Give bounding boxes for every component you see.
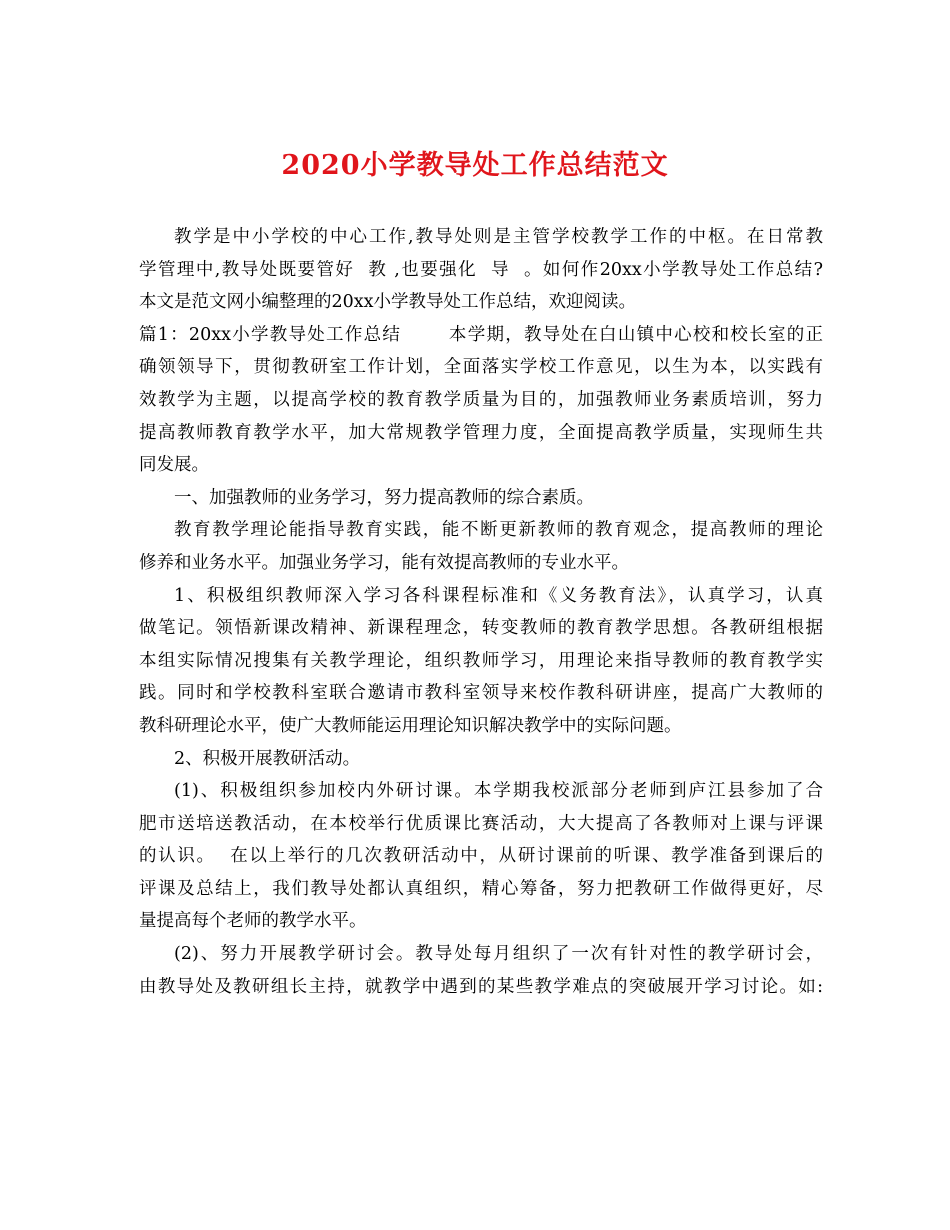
paragraph-line: 学管理中,教导处既要管好 教 ,也要强化 导 。如何作20xx小学教导处工作总结?: [139, 259, 823, 280]
paragraph-line: 本组实际情况搜集有关教学理论，组织教师学习，用理论来指导教师的教育教学实: [139, 650, 823, 671]
paragraph-line: 篇1：20xx小学教导处工作总结 本学期，教导处在白山镇中心校和校长室的正: [139, 324, 823, 345]
paragraph-line: 效教学为主题，以提高学校的教育教学质量为目的，加强教师业务素质培训，努力: [139, 389, 823, 410]
document-title: 2020小学教导处工作总结范文: [281, 150, 669, 181]
paragraph-line: 本文是范文网小编整理的20xx小学教导处工作总结，欢迎阅读。: [139, 292, 637, 313]
paragraph-line: 同发展。: [139, 455, 209, 476]
section-heading: 一、加强教师的业务学习，努力提高教师的综合素质。: [174, 487, 594, 508]
paragraph-line: 提高教师教育教学水平，加大常规教学管理力度，全面提高教学质量，实现师生共: [139, 422, 823, 443]
paragraph-line: 1、积极组织教师深入学习各科课程标准和《义务教育法》，认真学习，认真: [174, 585, 823, 606]
document-body: [139, 221, 823, 1003]
paragraph-line: (2)、努力开展教学研讨会。教导处每月组织了一次有针对性的教学研讨会，: [174, 944, 823, 965]
paragraph-line: 教育教学理论能指导教育实践，能不断更新教师的教育观念，提高教师的理论: [174, 520, 823, 541]
paragraph-line: 教科研理论水平，使广大教师能运用理论知识解决教学中的实际问题。: [139, 715, 682, 736]
subsection-heading: 2、积极开展教研活动。: [174, 748, 361, 769]
paragraph-line: 教学是中小学校的中心工作,教导处则是主管学校教学工作的中枢。在日常教: [174, 227, 823, 247]
paragraph-line: 量提高每个老师的教学水平。: [139, 911, 367, 932]
paragraph-line: 评课及总结上，我们教导处都认真组织，精心筹备，努力把教研工作做得更好，尽: [139, 878, 823, 899]
paragraph-line: 践。同时和学校教科室联合邀请市教科室领导来校作教科研讲座，提高广大教师的: [139, 683, 823, 704]
paragraph-line: 的认识。 在以上举行的几次教研活动中，从研讨课前的听课、教学准备到课后的: [139, 846, 823, 867]
paragraph-line: 由教导处及教研组长主持，就教学中遇到的某些教学难点的突破展开学习讨论。如:: [139, 976, 823, 997]
paragraph-line: 肥市送培送教活动，在本校举行优质课比赛活动，大大提高了各教师对上课与评课: [139, 813, 823, 834]
paragraph-line: 确领领导下，贯彻教研室工作计划，全面落实学校工作意见，以生为本，以实践有: [139, 357, 823, 378]
paragraph-line: (1)、积极组织参加校内外研讨课。本学期我校派部分老师到庐江县参加了合: [174, 781, 823, 802]
paragraph-line: 修养和业务水平。加强业务学习，能有效提高教师的专业水平。: [139, 552, 629, 573]
paragraph-line: 做笔记。领悟新课改精神、新课程理念，转变教师的教育教学思想。各教研组根据: [139, 618, 823, 639]
